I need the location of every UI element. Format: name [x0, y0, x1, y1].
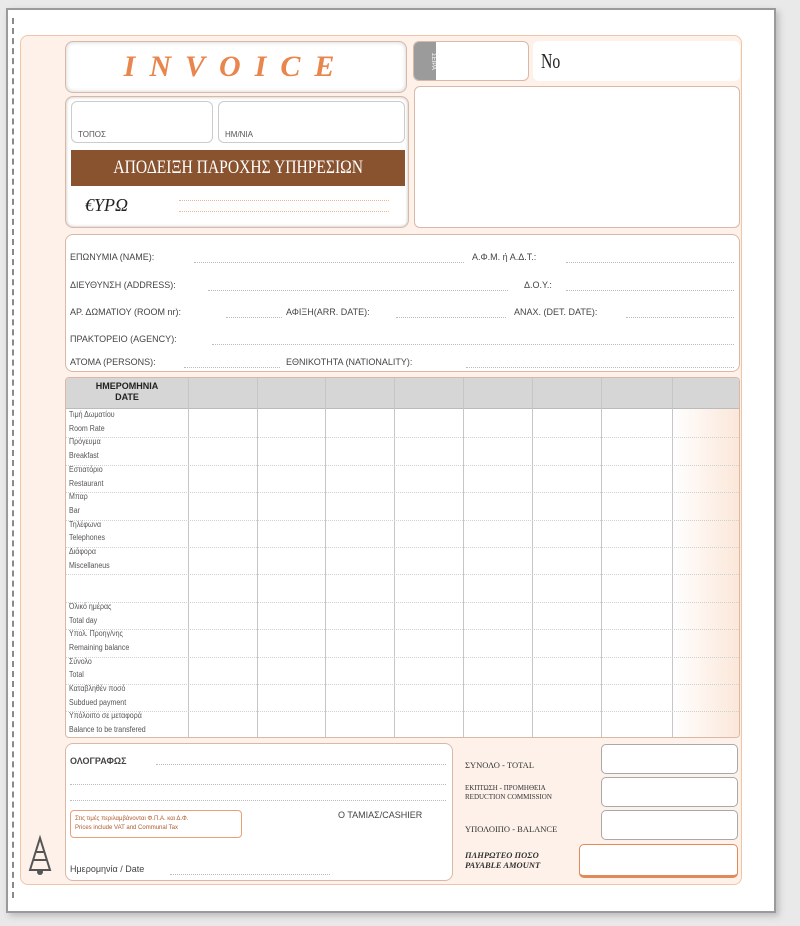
nationality-line[interactable] — [466, 367, 734, 368]
name-label: ΕΠΩΝΥΜΙΑ (NAME): — [70, 252, 155, 262]
vat-note: Στις τιμές περιλαμβάνονται Φ.Π.Α. και Δ.Φ. Prices include VAT and Communal Tax — [70, 810, 242, 838]
row-label: Total — [69, 670, 84, 680]
row-label: Bar — [69, 505, 80, 515]
amount-line — [179, 200, 389, 212]
row-label: Εστιατόριο — [69, 464, 103, 474]
row-label: Room Rate — [69, 423, 105, 433]
invoice-number-label: No — [541, 49, 561, 73]
row-label: Τιμή Δωματίου — [69, 410, 115, 419]
agency-line[interactable] — [212, 344, 734, 345]
row-label: Μπαρ — [69, 492, 88, 502]
in-words-line-3[interactable] — [70, 800, 446, 801]
address-label: ΔΙΕΥΘΥΝΣΗ (ADDRESS): — [70, 280, 176, 290]
perforation-line — [12, 18, 14, 898]
currency-label: €ΥΡΩ — [85, 195, 129, 215]
row-label: Remaining balance — [69, 642, 130, 652]
invoice-title: INVOICE — [123, 50, 349, 83]
row-label: Διάφορα — [69, 547, 96, 556]
agency-label: ΠΡΑΚΤΟΡΕΙΟ (AGENCY): — [70, 334, 177, 344]
date-label: ΗΜ/ΝΙΑ — [225, 130, 253, 139]
room-line[interactable] — [226, 317, 282, 318]
place-label: ΤΟΠΟΣ — [78, 130, 106, 139]
row-label: Καταβληθέν ποσό — [69, 684, 126, 693]
date-label-bottom: Ημερομηνία / Date — [70, 864, 145, 874]
in-words-line[interactable] — [156, 764, 446, 765]
total-field[interactable] — [601, 744, 738, 774]
name-line[interactable] — [194, 262, 464, 263]
total-label: ΣΥΝΟΛΟ - TOTAL — [465, 760, 535, 770]
row-label: Υπόλοιπο σε μεταφορά — [69, 711, 142, 721]
row-label: Miscellaneus — [69, 560, 110, 570]
table-row[interactable] — [66, 574, 740, 575]
afm-line[interactable] — [566, 262, 734, 263]
in-words-label: ΟΛΟΓΡΑΦΩΣ — [70, 756, 127, 766]
row-label: Total day — [69, 615, 98, 625]
row-label: Restaurant — [69, 478, 104, 488]
in-words-line-2[interactable] — [70, 784, 446, 785]
arrival-label: ΑΦΙΞΗ(ARR. DATE): — [286, 307, 370, 317]
payable-amount-field[interactable] — [579, 844, 738, 878]
afm-label: Α.Φ.Μ. ή Α.Δ.Τ.: — [472, 252, 537, 262]
table-header — [66, 378, 740, 409]
row-label: Τηλέφωνα — [69, 519, 102, 529]
currency-field[interactable] — [71, 190, 405, 224]
series-box[interactable] — [413, 41, 529, 81]
series-tag: ΣΕΙΡΑ — [414, 42, 436, 80]
balance-field[interactable] — [601, 810, 738, 840]
row-label: Balance to be transfered — [69, 725, 146, 735]
row-label: Subdued payment — [69, 697, 127, 707]
doy-label: Δ.Ο.Υ.: — [524, 280, 552, 290]
issuer-details-box — [414, 86, 740, 228]
nationality-label: ΕΘΝΙΚΟΤΗΤΑ (NATIONALITY): — [286, 357, 413, 367]
row-label: Telephones — [69, 533, 106, 543]
invoice-form — [20, 35, 742, 885]
customer-details — [65, 234, 740, 372]
invoice-title-box — [65, 41, 407, 93]
persons-line[interactable] — [184, 367, 280, 368]
receipt-banner: ΑΠΟΔΕΙΞΗ ΠΑΡΟΧΗΣ ΥΠΗΡΕΣΙΩΝ — [71, 150, 405, 186]
date-field[interactable] — [218, 101, 405, 143]
invoice-number-field[interactable] — [533, 41, 740, 81]
place-field[interactable] — [71, 101, 213, 143]
row-label: Σύνολο — [69, 656, 92, 666]
bottom-date-line[interactable] — [170, 874, 330, 875]
persons-label: ΑΤΟΜΑ (PERSONS): — [70, 357, 156, 367]
amount-in-words-box — [65, 743, 453, 881]
room-label: ΑΡ. ΔΩΜΑΤΙΟΥ (ROOM nr): — [70, 307, 181, 317]
charges-table — [65, 377, 740, 738]
printer-logo-icon — [24, 832, 56, 876]
reduction-label: ΕΚΠΤΩΣΗ - ΠΡΟΜΗΘΕΙΑ REDUCTION COMMISSION — [465, 784, 552, 801]
departure-line[interactable] — [626, 317, 734, 318]
receipt-block — [65, 96, 409, 228]
row-label: Breakfast — [69, 451, 99, 461]
row-label: Υπολ. Προηγ/νης — [69, 629, 123, 639]
row-label: Όλικό ημέρας — [69, 601, 112, 611]
reduction-field[interactable] — [601, 777, 738, 807]
cashier-label: Ο ΤΑΜΙΑΣ/CASHIER — [338, 810, 423, 820]
payable-label: ΠΛΗΡΩΤΕΟ ΠΟΣΟ PAYABLE AMOUNT — [465, 850, 541, 870]
doy-line[interactable] — [566, 290, 734, 291]
arrival-line[interactable] — [396, 317, 506, 318]
date-column-header: ΗΜΕΡΟΜΗΝΙΑ DATE — [95, 381, 159, 402]
address-line[interactable] — [208, 290, 508, 291]
departure-label: ΑΝΑΧ. (DET. DATE): — [514, 307, 598, 317]
balance-label: ΥΠΟΛΟΙΠΟ - BALANCE — [465, 824, 558, 834]
row-label: Πρόγευμα — [69, 437, 101, 447]
